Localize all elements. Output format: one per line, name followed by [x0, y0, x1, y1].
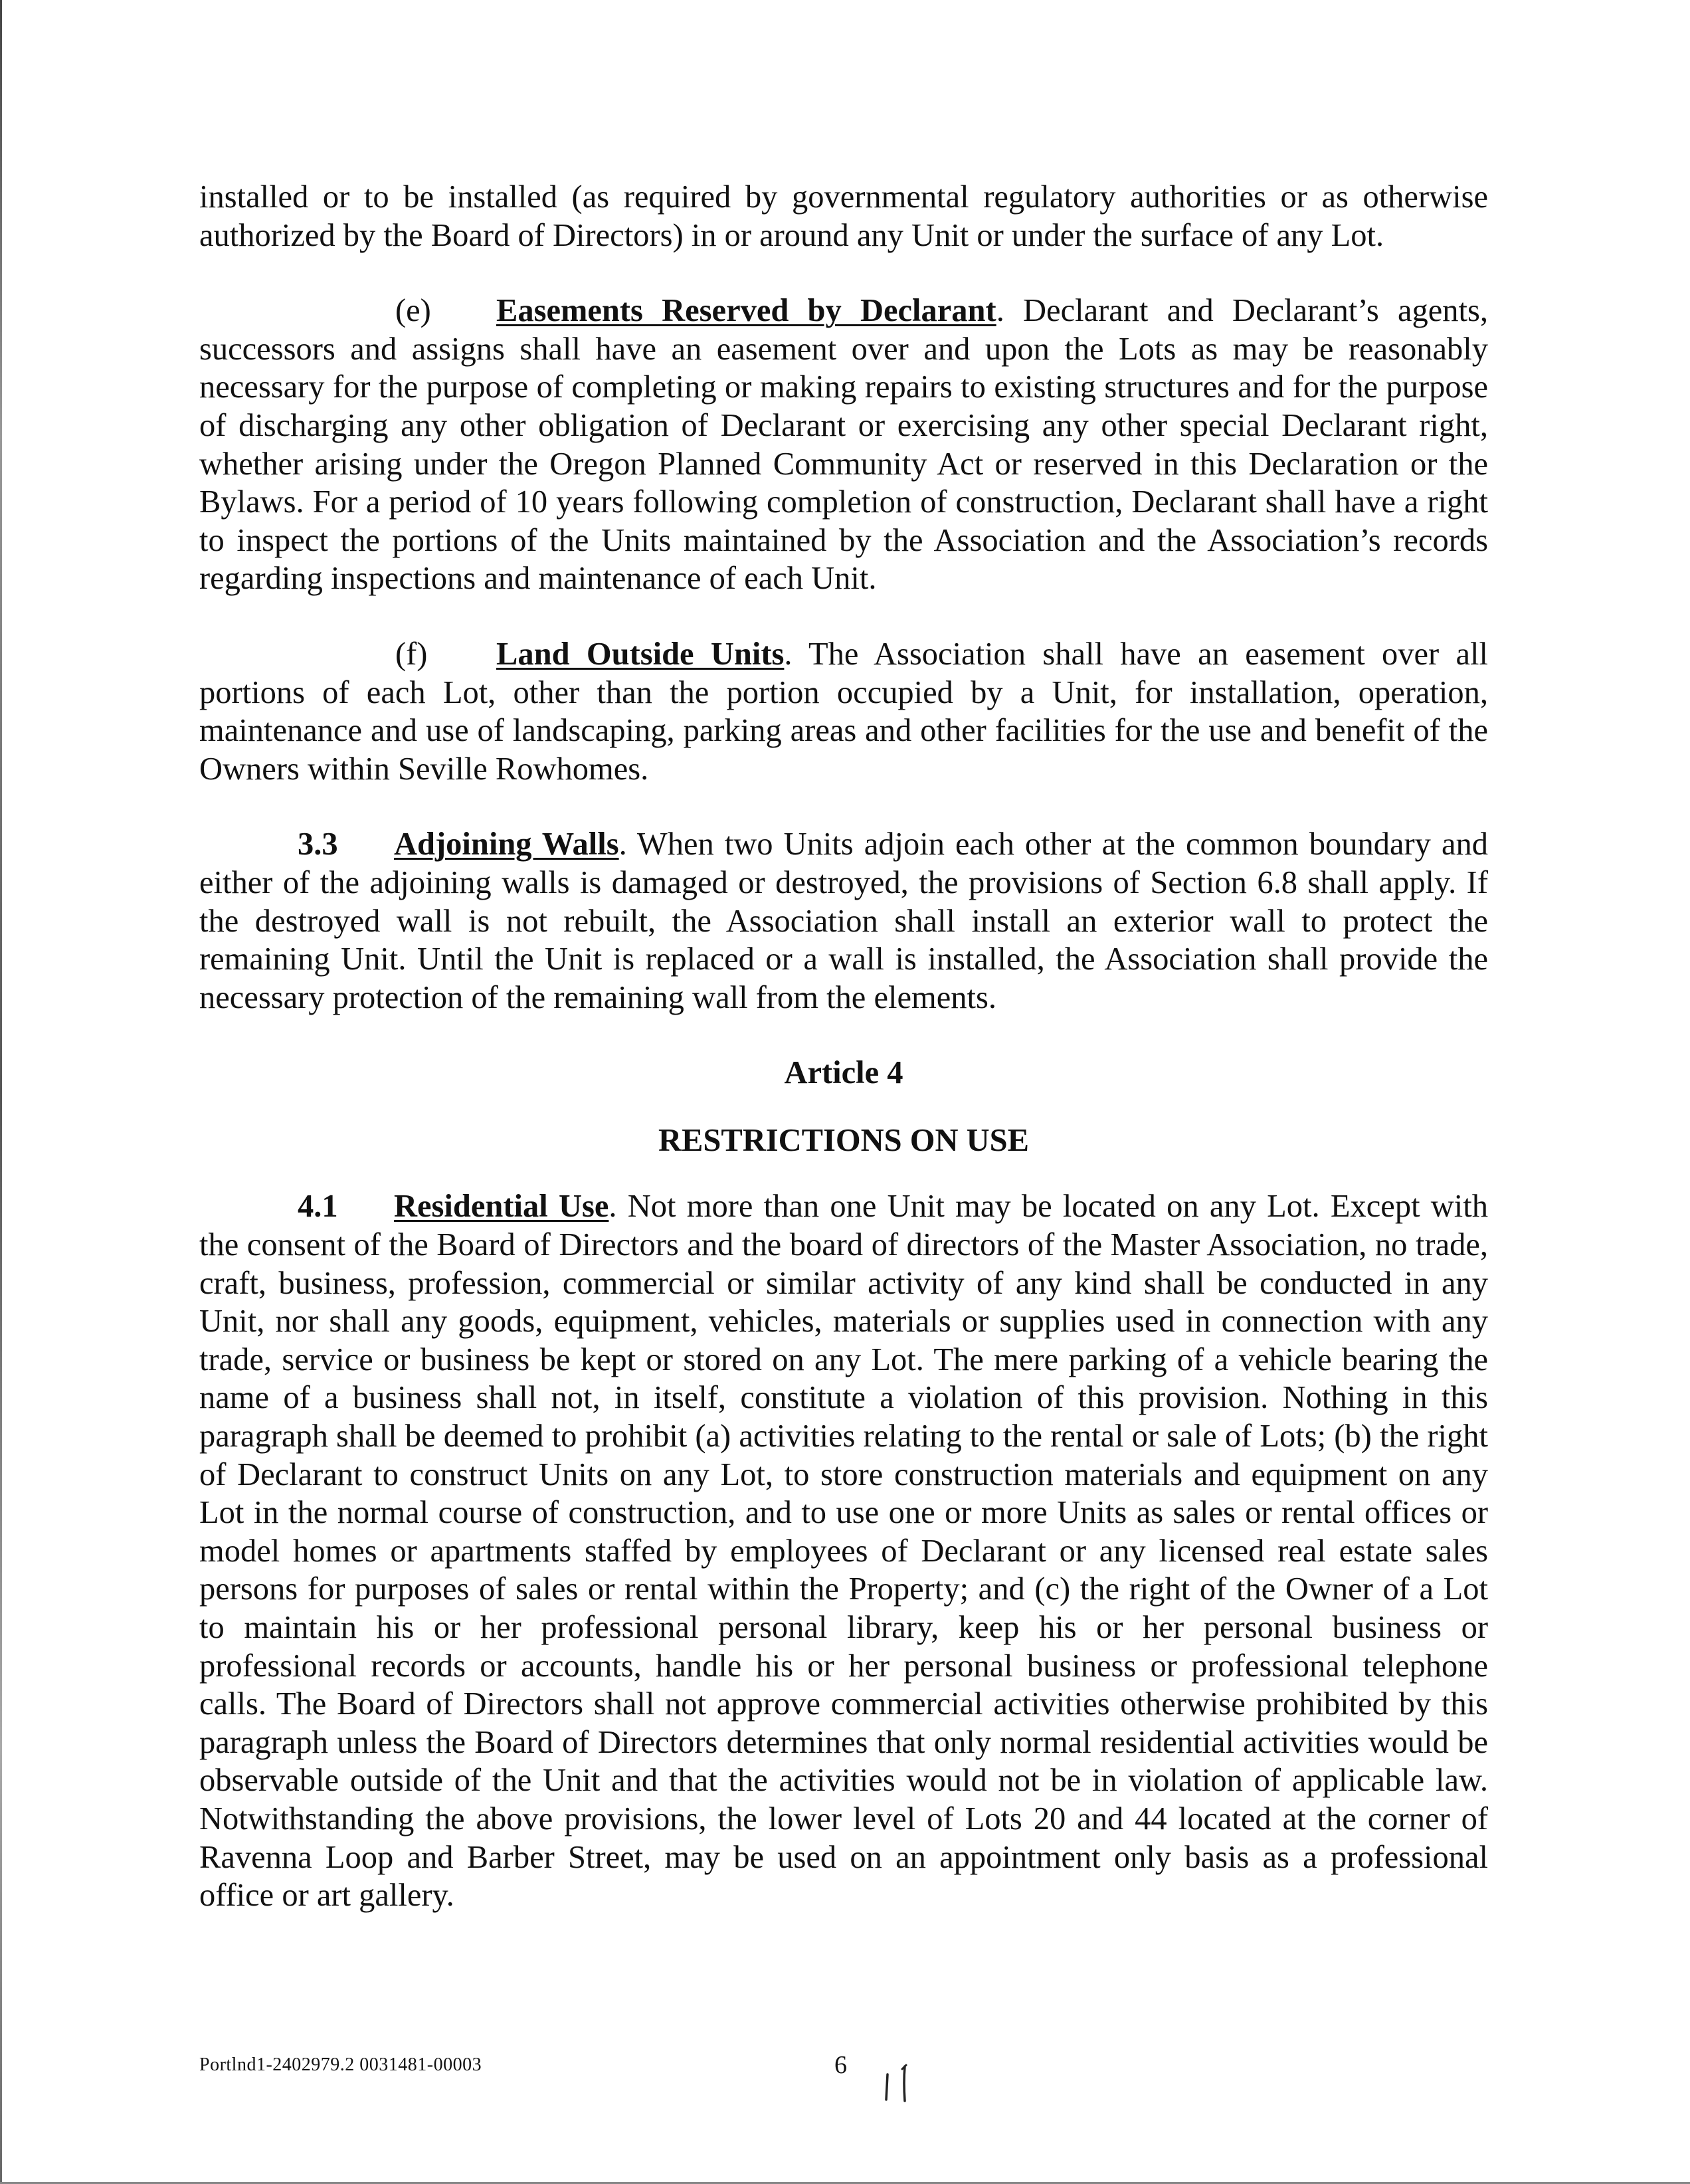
section-4-1-number: 4.1: [298, 1189, 338, 1225]
handwritten-page-mark: [878, 2062, 918, 2104]
subsection-f-heading: Land Outside Units: [496, 636, 785, 672]
subsection-e-heading: Easements Reserved by Declarant: [496, 293, 996, 329]
document-body: [199, 178, 1488, 1915]
article-number: Article 4: [784, 1055, 903, 1091]
subsection-f: [199, 635, 1488, 788]
footer-document-id: Portlnd1-2402979.2 0031481-00003: [199, 2054, 482, 2075]
subsection-e-body: . Declarant and Declarant’s agents, successors and assigns shall have an easement over and upon the Lots as may be reasonably necessary for the purpose of completing or making repairs to existing structures and for the purpose of discharging any other obligation of Declarant or exercising any other special Declarant right, whether arising under the Oregon Planned Community Act or reserved in this Declaration or the Bylaws. For a period of 10 years following completion of construction, Declarant shall have a right to inspect the portions of the Units maintained by the Association and the Association’s records regarding inspections and maintenance of each Unit.: [199, 293, 1488, 597]
section-4-1-body: . Not more than one Unit may be located on any Lot. Except with the consent of the Board of Directors and the board of directors of the Master Association, no trade, craft, business, profession, commercial or similar activity of any kind shall be conducted in any Unit, nor shall any goods, equipment, vehicles, materials or supplies used in connection with any trade, service or business be kept or stored on any Lot. The mere parking of a vehicle bearing the name of a business shall not, in itself, constitute a violation of this provision. Nothing in this paragraph shall be deemed to prohibit (a) activities relating to the rental or sale of Lots; (b) the right of Declarant to construct Units on any Lot, to store construction materials and equipment on any Lot in the normal course of construction, and to use one or more Units as sales or rental offices or model homes or apartments staffed by employees of Declarant or any licensed real estate sales persons for purposes of sales or rental within the Property; and (c) the right of the Owner of a Lot to maintain his or her professional personal library, keep his or her personal business or professional records or accounts, handle his or her personal business or professional telephone calls. The Board of Directors shall not approve commercial activities otherwise prohibited by this paragraph unless the Board of Directors determines that only normal residential activities would be observable outside of the Unit and that the activities would not be in violation of applicable law. Notwithstanding the above provisions, the lower level of Lots 20 and 44 located at the corner of Ravenna Loop and Barber Street, may be used on an appointment only basis as a professional office or art gallery.: [199, 1189, 1489, 1914]
article-title: RESTRICTIONS ON USE: [658, 1122, 1029, 1158]
section-3-3-number: 3.3: [298, 827, 338, 862]
subsection-f-body: . The Association shall have an easement over all portions of each Lot, other than the portion occupied by a Unit, for installation, operation, maintenance and use of landscaping, parking areas and other facilities for the use and benefit of the Owners within Seville Rowhomes.: [199, 636, 1488, 787]
page-edge-shadow: [0, 0, 2, 2184]
section-3-3-heading: Adjoining Walls: [394, 827, 619, 862]
section-4-1-heading: Residential Use: [394, 1189, 609, 1225]
footer-page-number: 6: [834, 2051, 847, 2079]
paragraph-continued: installed or to be installed (as required by governmental regulatory authorities or as otherwise authorized by the Board of Directors) in or around any Unit or under the surface of any Lot.: [199, 179, 1488, 253]
section-4-1: [199, 1187, 1488, 1914]
section-3-3-body: . When two Units adjoin each other at the common boundary and either of the adjoining walls is damaged or destroyed, the provisions of Section 6.8 shall apply. If the destroyed wall is not rebuilt, the Association shall install an exterior wall to protect the remaining Unit. Until the Unit is replaced or a wall is installed, the Association shall provide the necessary protection of the remaining wall from the elements.: [199, 827, 1488, 1015]
section-3-3: [199, 825, 1488, 1017]
subsection-e-label: (e): [395, 293, 431, 329]
subsection-f-label: (f): [395, 636, 428, 672]
subsection-e: [199, 292, 1488, 598]
